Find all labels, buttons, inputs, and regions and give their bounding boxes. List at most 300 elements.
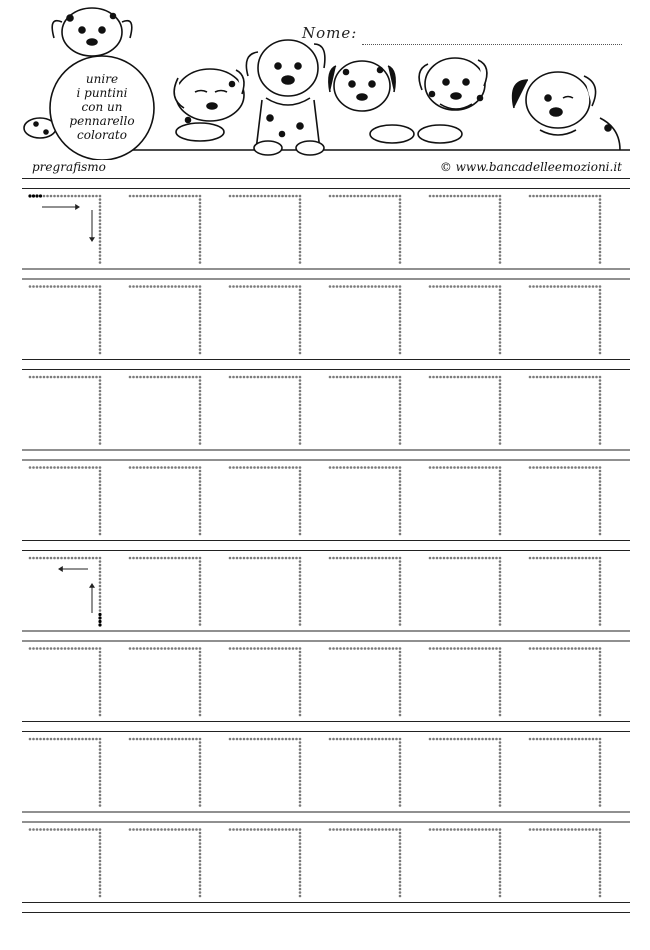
trace-dot bbox=[39, 466, 42, 469]
trace-dot bbox=[599, 863, 602, 866]
trace-dot bbox=[99, 237, 102, 240]
trace-dot bbox=[250, 828, 253, 831]
trace-dot bbox=[164, 195, 167, 198]
trace-dot bbox=[395, 738, 398, 741]
trace-dot bbox=[346, 738, 349, 741]
trace-dot bbox=[395, 466, 398, 469]
trace-dot bbox=[499, 835, 502, 838]
trace-dot bbox=[199, 345, 202, 348]
trace-dot bbox=[199, 310, 202, 313]
trace-dot bbox=[81, 738, 84, 741]
trace-dot bbox=[536, 828, 539, 831]
trace-dot bbox=[46, 466, 49, 469]
trace-dot bbox=[299, 741, 302, 744]
trace-dot bbox=[399, 261, 402, 264]
trace-dot bbox=[599, 432, 602, 435]
trace-dot bbox=[392, 828, 395, 831]
trace-dot bbox=[499, 223, 502, 226]
trace-dot bbox=[199, 219, 202, 222]
trace-dot bbox=[429, 828, 432, 831]
trace-dot bbox=[499, 606, 502, 609]
trace-dot bbox=[399, 783, 402, 786]
trace-dot bbox=[599, 828, 602, 831]
trace-dot bbox=[599, 254, 602, 257]
trace-dot bbox=[199, 439, 202, 442]
trace-dot bbox=[299, 884, 302, 887]
trace-dot bbox=[64, 738, 67, 741]
trace-dot bbox=[50, 195, 53, 198]
trace-dot bbox=[260, 466, 263, 469]
trace-dot bbox=[599, 741, 602, 744]
trace-dot bbox=[50, 466, 53, 469]
trace-dot bbox=[174, 557, 177, 560]
trace-dot bbox=[399, 435, 402, 438]
trace-dot bbox=[399, 748, 402, 751]
trace-dot bbox=[39, 557, 42, 560]
trace-dot bbox=[499, 327, 502, 330]
trace-dot bbox=[392, 195, 395, 198]
trace-dot bbox=[99, 599, 102, 602]
trace-dot bbox=[250, 285, 253, 288]
trace-dot bbox=[181, 738, 184, 741]
trace-dot bbox=[399, 341, 402, 344]
trace-dot bbox=[367, 376, 370, 379]
trace-dot bbox=[478, 557, 481, 560]
trace-dot bbox=[99, 668, 102, 671]
trace-dot bbox=[499, 244, 502, 247]
trace-dot bbox=[399, 425, 402, 428]
trace-dot bbox=[299, 707, 302, 710]
trace-dot bbox=[599, 877, 602, 880]
trace-dot bbox=[171, 738, 174, 741]
trace-dot bbox=[267, 285, 270, 288]
trace-dot bbox=[499, 393, 502, 396]
trace-dot bbox=[350, 376, 353, 379]
trace-dot bbox=[229, 738, 232, 741]
trace-dot bbox=[199, 425, 202, 428]
trace-dot bbox=[488, 828, 491, 831]
trace-dot bbox=[67, 828, 70, 831]
trace-dot bbox=[299, 240, 302, 243]
trace-dot bbox=[281, 376, 284, 379]
arrow-head-icon bbox=[89, 237, 95, 242]
trace-dot bbox=[336, 195, 339, 198]
trace-dot bbox=[299, 700, 302, 703]
trace-dot bbox=[299, 835, 302, 838]
trace-dot bbox=[46, 376, 49, 379]
trace-dot bbox=[499, 759, 502, 762]
trace-dot bbox=[95, 647, 98, 650]
trace-dot bbox=[299, 303, 302, 306]
trace-dot bbox=[467, 738, 470, 741]
trace-dot bbox=[488, 738, 491, 741]
trace-dot bbox=[199, 578, 202, 581]
trace-dot bbox=[395, 647, 398, 650]
trace-dot bbox=[43, 738, 46, 741]
trace-dot bbox=[350, 195, 353, 198]
trace-dot bbox=[439, 285, 442, 288]
trace-dot bbox=[99, 494, 102, 497]
trace-dot bbox=[399, 578, 402, 581]
trace-dot bbox=[236, 828, 239, 831]
trace-dot bbox=[199, 418, 202, 421]
trace-dot bbox=[588, 195, 591, 198]
trace-dot bbox=[199, 783, 202, 786]
trace-dot bbox=[185, 738, 188, 741]
trace-dot bbox=[299, 386, 302, 389]
trace-dot bbox=[399, 324, 402, 327]
trace-dot bbox=[436, 285, 439, 288]
trace-dot bbox=[495, 557, 498, 560]
trace-dot bbox=[195, 557, 198, 560]
trace-dot bbox=[599, 202, 602, 205]
trace-dot bbox=[199, 895, 202, 898]
trace-dot bbox=[199, 675, 202, 678]
trace-dot bbox=[199, 390, 202, 393]
trace-dot bbox=[499, 306, 502, 309]
trace-dot bbox=[246, 195, 249, 198]
trace-dot bbox=[99, 348, 102, 351]
trace-dot bbox=[467, 557, 470, 560]
trace-dot bbox=[78, 285, 81, 288]
trace-dot bbox=[146, 195, 149, 198]
trace-dot bbox=[88, 195, 91, 198]
trace-dot bbox=[199, 494, 202, 497]
trace-dot bbox=[39, 376, 42, 379]
trace-dot bbox=[136, 285, 139, 288]
trace-dot bbox=[585, 376, 588, 379]
trace-dot bbox=[274, 376, 277, 379]
trace-dot bbox=[299, 317, 302, 320]
trace-dot bbox=[399, 473, 402, 476]
trace-dot bbox=[99, 292, 102, 295]
trace-dot bbox=[174, 828, 177, 831]
trace-dot bbox=[185, 466, 188, 469]
arrow-head-icon bbox=[58, 566, 63, 572]
trace-dot bbox=[499, 428, 502, 431]
trace-dot bbox=[499, 755, 502, 758]
trace-dot bbox=[181, 828, 184, 831]
trace-dot bbox=[174, 195, 177, 198]
trace-dot bbox=[453, 195, 456, 198]
trace-dot bbox=[288, 738, 291, 741]
trace-dot bbox=[199, 498, 202, 501]
trace-dot bbox=[199, 620, 202, 623]
trace-dot bbox=[185, 376, 188, 379]
trace-dot bbox=[399, 797, 402, 800]
trace-dot bbox=[599, 320, 602, 323]
trace-dot bbox=[99, 240, 102, 243]
trace-dot bbox=[564, 557, 567, 560]
trace-dot bbox=[395, 376, 398, 379]
trace-dot bbox=[499, 324, 502, 327]
trace-dot bbox=[257, 466, 260, 469]
trace-dot bbox=[499, 442, 502, 445]
trace-dot bbox=[99, 846, 102, 849]
trace-dot bbox=[546, 466, 549, 469]
trace-dot bbox=[399, 790, 402, 793]
trace-dot bbox=[399, 592, 402, 595]
trace-dot bbox=[157, 647, 160, 650]
trace-dot bbox=[599, 212, 602, 215]
trace-dot bbox=[99, 303, 102, 306]
trace-dot bbox=[236, 738, 239, 741]
trace-dot bbox=[199, 853, 202, 856]
trace-dot bbox=[199, 223, 202, 226]
trace-dot bbox=[299, 470, 302, 473]
trace-dot bbox=[99, 519, 102, 522]
trace-dot bbox=[99, 480, 102, 483]
trace-dot bbox=[99, 578, 102, 581]
trace-dot bbox=[99, 285, 102, 288]
trace-dot bbox=[399, 320, 402, 323]
trace-dot bbox=[99, 498, 102, 501]
trace-dot bbox=[399, 588, 402, 591]
trace-dot bbox=[299, 856, 302, 859]
trace-dot bbox=[499, 661, 502, 664]
trace-dot bbox=[457, 195, 460, 198]
trace-dot bbox=[99, 226, 102, 229]
trace-dot bbox=[299, 209, 302, 212]
trace-dot bbox=[460, 738, 463, 741]
trace-dot bbox=[150, 557, 153, 560]
trace-dot bbox=[343, 557, 346, 560]
trace-dot bbox=[599, 682, 602, 685]
trace-dot bbox=[399, 623, 402, 626]
trace-dot bbox=[199, 491, 202, 494]
trace-dot bbox=[499, 585, 502, 588]
trace-dot bbox=[295, 557, 298, 560]
trace-dot bbox=[99, 842, 102, 845]
trace-dot bbox=[99, 832, 102, 835]
trace-dot bbox=[399, 710, 402, 713]
trace-dot bbox=[199, 334, 202, 337]
trace-dot bbox=[550, 647, 553, 650]
trace-dot bbox=[50, 647, 53, 650]
trace-dot bbox=[499, 874, 502, 877]
trace-dot bbox=[599, 515, 602, 518]
trace-dot bbox=[460, 647, 463, 650]
trace-dot bbox=[239, 466, 242, 469]
trace-dot bbox=[481, 285, 484, 288]
trace-dot bbox=[543, 647, 546, 650]
trace-dot bbox=[381, 647, 384, 650]
trace-dot bbox=[232, 828, 235, 831]
trace-dot bbox=[199, 752, 202, 755]
trace-dot bbox=[53, 466, 56, 469]
trace-dot bbox=[443, 195, 446, 198]
trace-dot bbox=[543, 738, 546, 741]
trace-dot bbox=[343, 285, 346, 288]
trace-dot bbox=[367, 828, 370, 831]
trace-dot bbox=[299, 205, 302, 208]
trace-dot bbox=[299, 654, 302, 657]
trace-dot bbox=[199, 414, 202, 417]
trace-dot bbox=[299, 602, 302, 605]
trace-dot bbox=[99, 254, 102, 257]
trace-dot bbox=[199, 790, 202, 793]
trace-dot bbox=[371, 557, 374, 560]
trace-dot bbox=[546, 738, 549, 741]
trace-dot bbox=[499, 313, 502, 316]
trace-dot bbox=[499, 209, 502, 212]
trace-dot bbox=[299, 223, 302, 226]
trace-dot bbox=[285, 738, 288, 741]
trace-dot bbox=[199, 846, 202, 849]
trace-dot bbox=[546, 195, 549, 198]
trace-dot bbox=[499, 400, 502, 403]
trace-dot bbox=[399, 738, 402, 741]
trace-dot bbox=[299, 860, 302, 863]
trace-dot bbox=[499, 707, 502, 710]
trace-dot bbox=[192, 466, 195, 469]
trace-dot bbox=[388, 738, 391, 741]
trace-dot bbox=[299, 515, 302, 518]
trace-dot bbox=[399, 439, 402, 442]
trace-dot bbox=[599, 487, 602, 490]
trace-dot bbox=[174, 285, 177, 288]
trace-dot bbox=[285, 466, 288, 469]
trace-dot bbox=[199, 348, 202, 351]
trace-dot bbox=[171, 466, 174, 469]
trace-dot bbox=[199, 508, 202, 511]
trace-dot bbox=[599, 404, 602, 407]
trace-dot bbox=[199, 839, 202, 842]
trace-dot bbox=[599, 376, 602, 379]
trace-dot bbox=[299, 324, 302, 327]
trace-dot bbox=[399, 651, 402, 654]
trace-dot bbox=[229, 285, 232, 288]
trace-dot bbox=[599, 477, 602, 480]
trace-dot bbox=[299, 393, 302, 396]
trace-dot bbox=[585, 195, 588, 198]
trace-dot bbox=[129, 376, 132, 379]
trace-dot bbox=[599, 411, 602, 414]
trace-dot bbox=[199, 588, 202, 591]
trace-dot bbox=[471, 647, 474, 650]
trace-dot bbox=[539, 466, 542, 469]
trace-dot bbox=[67, 376, 70, 379]
trace-dot bbox=[599, 414, 602, 417]
trace-dot bbox=[499, 299, 502, 302]
trace-dot bbox=[150, 738, 153, 741]
trace-dot bbox=[236, 647, 239, 650]
trace-dot bbox=[74, 376, 77, 379]
trace-dot bbox=[599, 334, 602, 337]
trace-dot bbox=[167, 828, 170, 831]
trace-dot bbox=[299, 348, 302, 351]
trace-dot bbox=[181, 647, 184, 650]
trace-dot bbox=[57, 466, 60, 469]
trace-dot bbox=[374, 195, 377, 198]
trace-dot bbox=[429, 738, 432, 741]
trace-dot bbox=[199, 755, 202, 758]
trace-dot bbox=[99, 470, 102, 473]
start-dot bbox=[98, 616, 101, 619]
trace-dot bbox=[599, 860, 602, 863]
trace-dot bbox=[581, 647, 584, 650]
trace-dot bbox=[499, 390, 502, 393]
trace-dot bbox=[299, 599, 302, 602]
trace-dot bbox=[336, 738, 339, 741]
trace-dot bbox=[229, 376, 232, 379]
trace-dot bbox=[371, 828, 374, 831]
trace-dot bbox=[99, 682, 102, 685]
trace-dot bbox=[81, 828, 84, 831]
trace-dot bbox=[599, 285, 602, 288]
trace-dot bbox=[99, 522, 102, 525]
trace-dot bbox=[399, 327, 402, 330]
trace-dot bbox=[599, 867, 602, 870]
trace-dot bbox=[399, 661, 402, 664]
trace-dot bbox=[499, 797, 502, 800]
trace-dot bbox=[199, 292, 202, 295]
trace-dot bbox=[299, 421, 302, 424]
trace-dot bbox=[457, 466, 460, 469]
trace-dot bbox=[499, 310, 502, 313]
start-dot bbox=[32, 194, 35, 197]
trace-dot bbox=[199, 881, 202, 884]
trace-dot bbox=[299, 466, 302, 469]
trace-dot bbox=[199, 888, 202, 891]
trace-dot bbox=[71, 647, 74, 650]
trace-dot bbox=[571, 557, 574, 560]
trace-dot bbox=[99, 484, 102, 487]
trace-dot bbox=[99, 557, 102, 560]
trace-dot bbox=[436, 828, 439, 831]
trace-dot bbox=[267, 195, 270, 198]
trace-dot bbox=[278, 466, 281, 469]
trace-dot bbox=[188, 285, 191, 288]
trace-dot bbox=[99, 560, 102, 563]
trace-dot bbox=[474, 195, 477, 198]
trace-dot bbox=[350, 828, 353, 831]
trace-dot bbox=[95, 738, 98, 741]
trace-dot bbox=[292, 738, 295, 741]
trace-dot bbox=[29, 557, 32, 560]
trace-dot bbox=[99, 198, 102, 201]
trace-dot bbox=[53, 195, 56, 198]
trace-dot bbox=[99, 783, 102, 786]
trace-dot bbox=[399, 867, 402, 870]
trace-dot bbox=[157, 738, 160, 741]
trace-dot bbox=[250, 738, 253, 741]
trace-dot bbox=[153, 738, 156, 741]
trace-dot bbox=[529, 557, 532, 560]
trace-dot bbox=[192, 195, 195, 198]
trace-dot bbox=[88, 828, 91, 831]
trace-dot bbox=[299, 787, 302, 790]
trace-dot bbox=[499, 491, 502, 494]
trace-dot bbox=[467, 195, 470, 198]
trace-dot bbox=[232, 466, 235, 469]
trace-dot bbox=[499, 703, 502, 706]
trace-dot bbox=[374, 828, 377, 831]
trace-dot bbox=[560, 738, 563, 741]
trace-dot bbox=[599, 574, 602, 577]
trace-dot bbox=[171, 285, 174, 288]
trace-dot bbox=[299, 870, 302, 873]
trace-dot bbox=[599, 501, 602, 504]
trace-dot bbox=[99, 801, 102, 804]
trace-dot bbox=[599, 324, 602, 327]
trace-dot bbox=[539, 828, 542, 831]
trace-dot bbox=[60, 557, 63, 560]
trace-dot bbox=[199, 870, 202, 873]
trace-dot bbox=[99, 895, 102, 898]
trace-dot bbox=[85, 828, 88, 831]
trace-dot bbox=[399, 352, 402, 355]
